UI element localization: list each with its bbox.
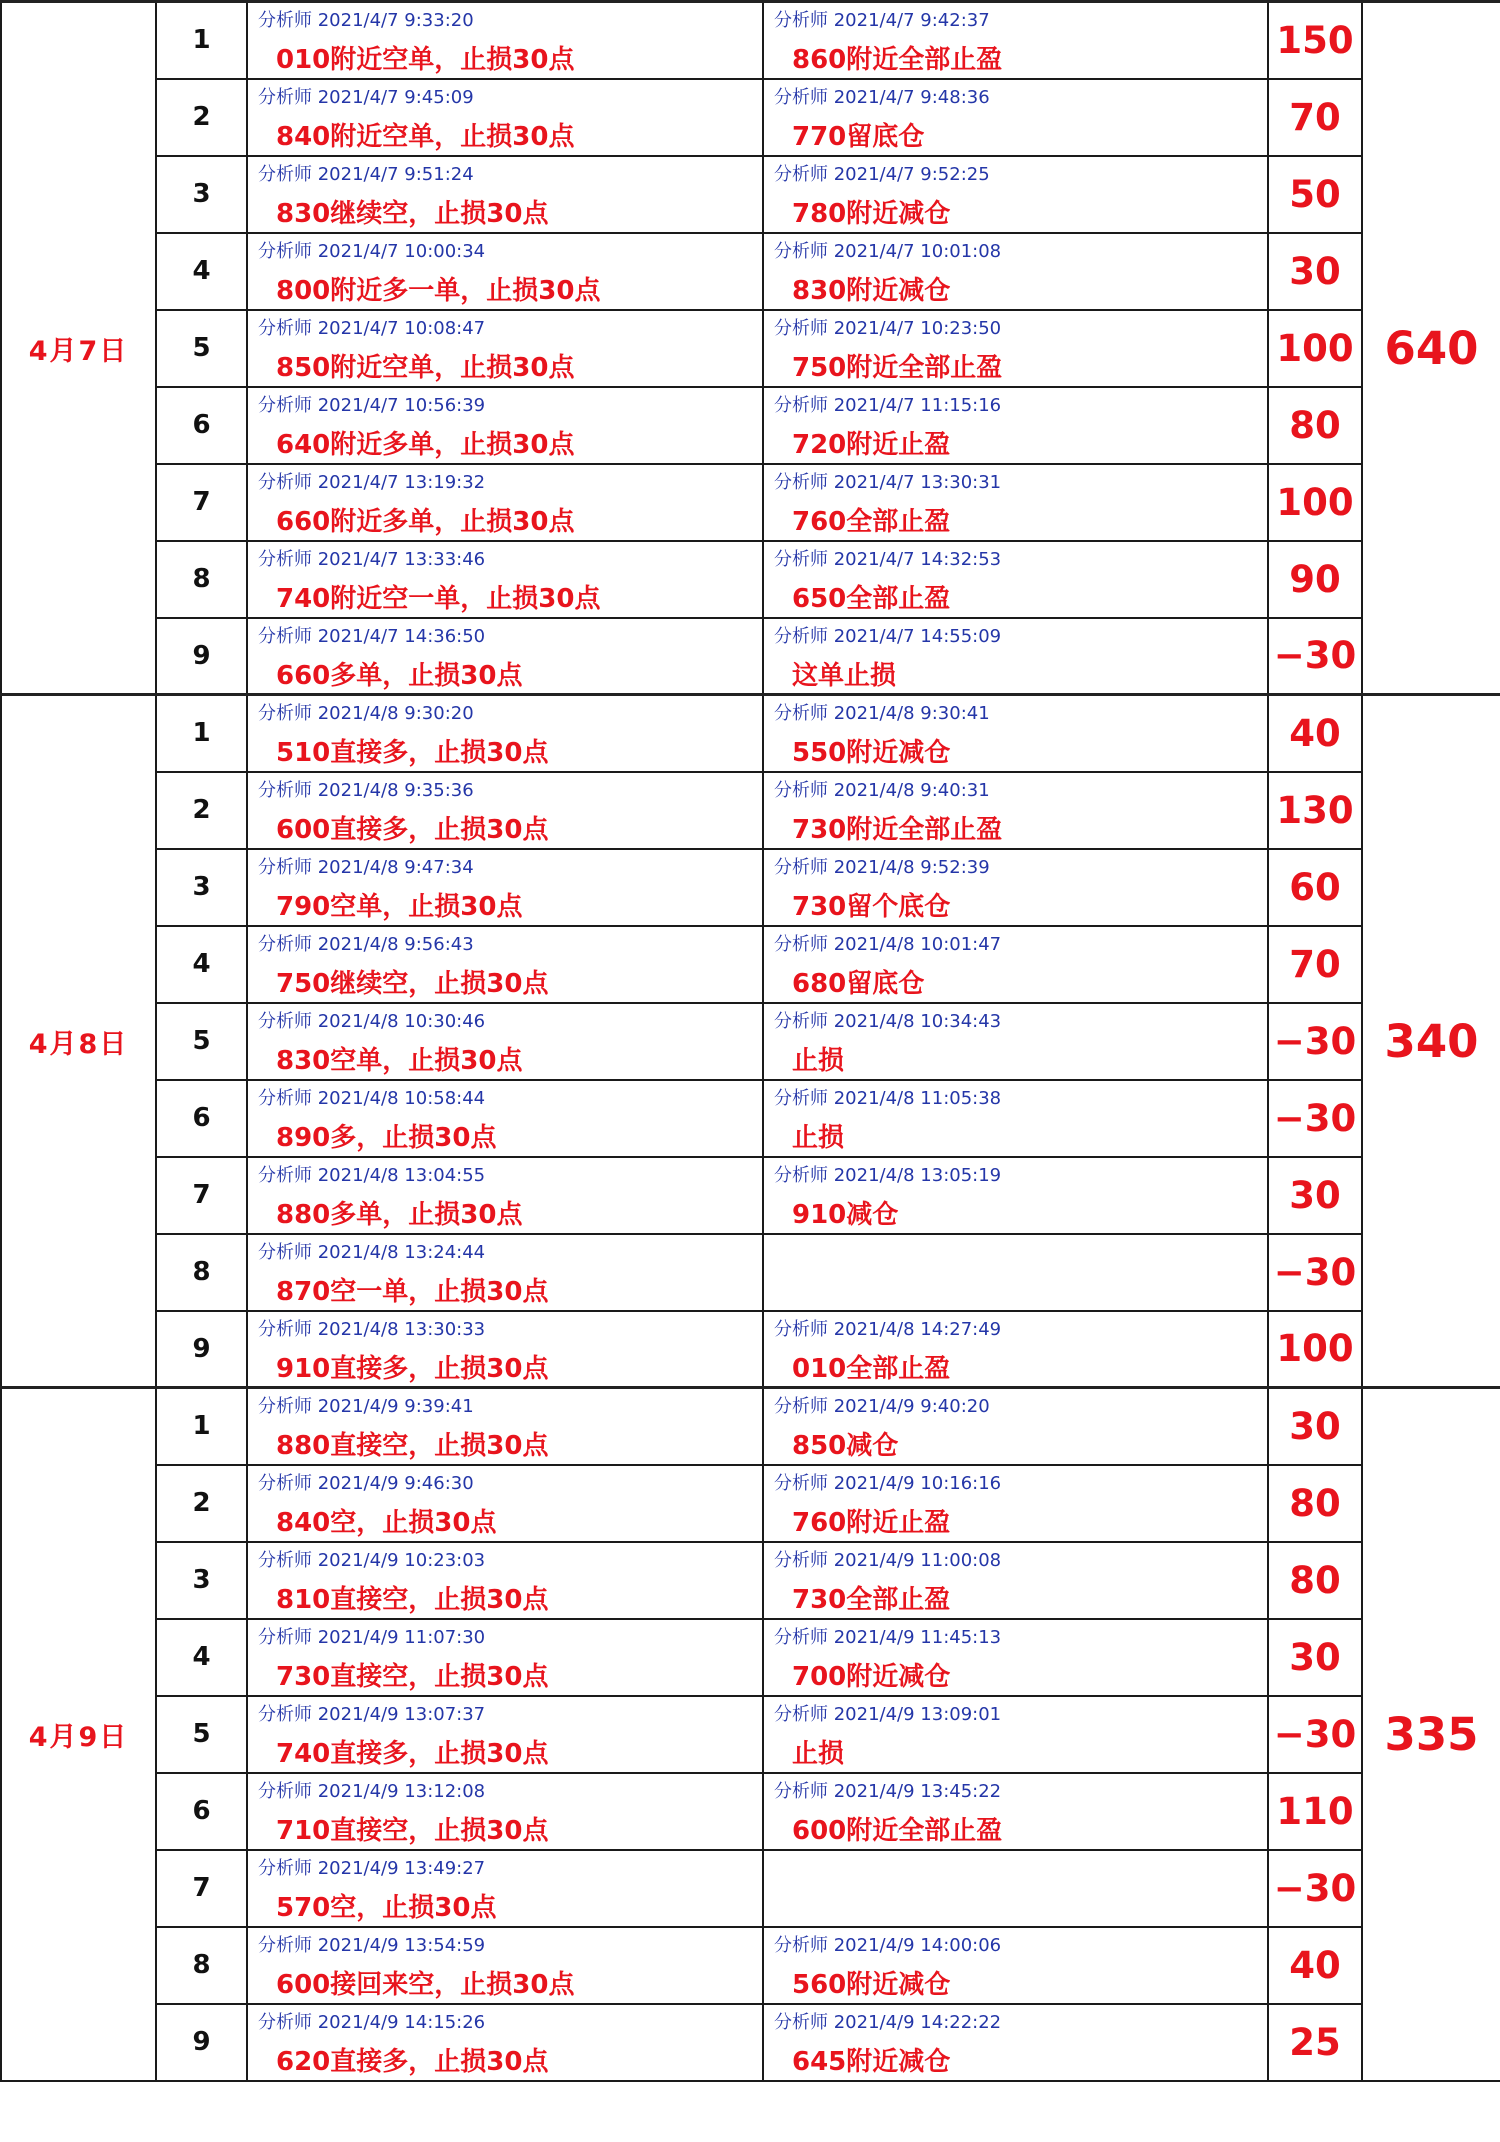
trade-points: 110 xyxy=(1268,1773,1362,1850)
trade-points: 80 xyxy=(1268,387,1362,464)
trade-number: 5 xyxy=(156,1696,247,1773)
open-call-header: 分析师 2021/4/8 10:58:44 xyxy=(258,1087,486,1109)
table-row xyxy=(1,464,1500,541)
open-call xyxy=(247,1003,763,1080)
open-call-text: 830空单，止损30点 xyxy=(276,1045,523,1076)
trade-number: 1 xyxy=(156,1388,247,1465)
close-call-header: 分析师 2021/4/7 10:01:08 xyxy=(774,240,1002,262)
close-call-header: 分析师 2021/4/8 14:27:49 xyxy=(774,1318,1002,1340)
open-call-text: 830继续空，止损30点 xyxy=(276,198,549,229)
trade-points: −30 xyxy=(1268,1003,1362,1080)
trade-number: 7 xyxy=(156,1157,247,1234)
open-call-text: 010附近空单，止损30点 xyxy=(276,45,575,75)
open-call-text: 660多单，止损30点 xyxy=(276,660,523,691)
close-call xyxy=(763,618,1268,695)
trade-number: 8 xyxy=(156,1927,247,2004)
close-call-header: 分析师 2021/4/9 9:40:20 xyxy=(774,1396,990,1417)
close-call xyxy=(763,387,1268,464)
trade-number: 6 xyxy=(156,1080,247,1157)
trade-points: 80 xyxy=(1268,1465,1362,1542)
close-call xyxy=(763,772,1268,849)
trade-number: 7 xyxy=(156,464,247,541)
table-row xyxy=(1,1696,1500,1773)
open-call xyxy=(247,1927,763,2004)
open-call-header: 分析师 2021/4/9 13:07:37 xyxy=(258,1703,486,1725)
close-call xyxy=(763,464,1268,541)
open-call-header: 分析师 2021/4/8 10:30:46 xyxy=(258,1010,486,1032)
trade-number: 9 xyxy=(156,2004,247,2081)
day-date: 4月9日 xyxy=(1,1388,156,2081)
close-call-text: 730附近全部止盈 xyxy=(792,814,1003,845)
open-call xyxy=(247,1465,763,1542)
open-call-text: 640附近多单，止损30点 xyxy=(276,429,575,460)
open-call-text: 660附近多单，止损30点 xyxy=(276,506,575,537)
open-call xyxy=(247,1311,763,1388)
close-call-text: 860附近全部止盈 xyxy=(792,45,1003,75)
open-call-header: 分析师 2021/4/9 11:07:30 xyxy=(258,1626,486,1648)
trade-points: 70 xyxy=(1268,926,1362,1003)
trade-number: 9 xyxy=(156,1311,247,1388)
trade-points: 30 xyxy=(1268,233,1362,310)
close-call-text: 止损 xyxy=(792,1045,845,1076)
trade-points: 40 xyxy=(1268,1927,1362,2004)
close-call-text: 720附近止盈 xyxy=(792,429,951,460)
table-row xyxy=(1,541,1500,618)
trade-number: 3 xyxy=(156,156,247,233)
table-row xyxy=(1,1234,1500,1311)
close-call xyxy=(763,1619,1268,1696)
close-call-header: 分析师 2021/4/7 10:23:50 xyxy=(774,317,1002,339)
open-call-header: 分析师 2021/4/8 13:24:44 xyxy=(258,1241,486,1263)
open-call xyxy=(247,772,763,849)
close-call-header: 分析师 2021/4/8 10:34:43 xyxy=(774,1010,1002,1032)
trade-number: 5 xyxy=(156,1003,247,1080)
open-call-header: 分析师 2021/4/7 13:33:46 xyxy=(258,548,486,570)
open-call-text: 840空，止损30点 xyxy=(276,1507,497,1538)
close-call xyxy=(763,2004,1268,2081)
trade-number: 7 xyxy=(156,1850,247,1927)
close-call-header: 分析师 2021/4/9 10:16:16 xyxy=(774,1472,1002,1494)
close-call xyxy=(763,233,1268,310)
trade-number: 1 xyxy=(156,695,247,772)
open-call-header: 分析师 2021/4/9 13:49:27 xyxy=(258,1857,486,1879)
close-call-text: 850减仓 xyxy=(792,1431,899,1461)
close-call-header: 分析师 2021/4/7 11:15:16 xyxy=(774,394,1002,416)
close-call xyxy=(763,695,1268,772)
close-call-text: 止损 xyxy=(792,1122,845,1153)
trade-points: 150 xyxy=(1268,2,1362,79)
open-call-text: 620直接多，止损30点 xyxy=(276,2046,549,2077)
trade-points: 30 xyxy=(1268,1388,1362,1465)
open-call-text: 600接回来空，止损30点 xyxy=(276,1969,575,2000)
trade-number: 4 xyxy=(156,926,247,1003)
close-call-text: 700附近减仓 xyxy=(792,1661,951,1692)
open-call xyxy=(247,2004,763,2081)
open-call xyxy=(247,233,763,310)
close-call-header: 分析师 2021/4/8 11:05:38 xyxy=(774,1087,1002,1109)
table-row xyxy=(1,310,1500,387)
table-row xyxy=(1,1773,1500,1850)
close-call xyxy=(763,1003,1268,1080)
trade-number: 5 xyxy=(156,310,247,387)
table-row xyxy=(1,1388,1500,1465)
close-call-text: 770留底仓 xyxy=(792,121,925,152)
day-group xyxy=(1,695,1500,1388)
open-call-text: 740附近空一单，止损30点 xyxy=(276,583,601,614)
close-call-header: 分析师 2021/4/9 14:22:22 xyxy=(774,2011,1002,2033)
open-call-header: 分析师 2021/4/7 13:19:32 xyxy=(258,471,486,493)
trade-points: 60 xyxy=(1268,849,1362,926)
open-call-header: 分析师 2021/4/8 13:30:33 xyxy=(258,1318,486,1340)
close-call-text: 560附近减仓 xyxy=(792,1969,951,2000)
close-call-text: 750附近全部止盈 xyxy=(792,352,1003,383)
open-call xyxy=(247,926,763,1003)
close-call-text: 645附近减仓 xyxy=(792,2046,951,2077)
day-date: 4月8日 xyxy=(1,695,156,1388)
close-call-header: 分析师 2021/4/7 13:30:31 xyxy=(774,471,1002,493)
close-call-text: 止损 xyxy=(792,1738,845,1769)
open-call-header: 分析师 2021/4/8 9:35:36 xyxy=(258,779,474,801)
close-call-header: 分析师 2021/4/7 9:48:36 xyxy=(774,86,990,108)
open-call-text: 850附近空单，止损30点 xyxy=(276,352,575,383)
close-call-header: 分析师 2021/4/7 9:42:37 xyxy=(774,10,990,31)
trade-points: −30 xyxy=(1268,1234,1362,1311)
trade-number: 6 xyxy=(156,1773,247,1850)
day-total: 340 xyxy=(1362,695,1500,1388)
close-call xyxy=(763,1773,1268,1850)
open-call-header: 分析师 2021/4/9 9:46:30 xyxy=(258,1472,474,1494)
trade-number: 3 xyxy=(156,849,247,926)
close-call-header: 分析师 2021/4/8 9:52:39 xyxy=(774,856,990,878)
open-call-header: 分析师 2021/4/7 9:45:09 xyxy=(258,86,474,108)
close-call-text: 这单止损 xyxy=(792,660,897,691)
open-call xyxy=(247,79,763,156)
open-call-header: 分析师 2021/4/8 13:04:55 xyxy=(258,1164,486,1186)
open-call-text: 880直接空，止损30点 xyxy=(276,1431,549,1461)
trade-points: 25 xyxy=(1268,2004,1362,2081)
open-call-header: 分析师 2021/4/9 13:54:59 xyxy=(258,1934,486,1956)
open-call-header: 分析师 2021/4/7 14:36:50 xyxy=(258,625,486,647)
open-call-text: 880多单，止损30点 xyxy=(276,1199,523,1230)
open-call xyxy=(247,2,763,79)
close-call-text: 550附近减仓 xyxy=(792,738,951,768)
close-call-header: 分析师 2021/4/9 14:00:06 xyxy=(774,1934,1002,1956)
open-call xyxy=(247,1696,763,1773)
open-call-text: 750继续空，止损30点 xyxy=(276,968,549,999)
trade-points: 130 xyxy=(1268,772,1362,849)
open-call xyxy=(247,541,763,618)
table-row xyxy=(1,79,1500,156)
close-call-header: 分析师 2021/4/8 9:30:41 xyxy=(774,703,990,724)
close-call xyxy=(763,1311,1268,1388)
trade-points: 80 xyxy=(1268,1542,1362,1619)
close-call xyxy=(763,2,1268,79)
table-row xyxy=(1,233,1500,310)
trade-points: −30 xyxy=(1268,1080,1362,1157)
trade-number: 2 xyxy=(156,79,247,156)
trade-points: 30 xyxy=(1268,1157,1362,1234)
table-row xyxy=(1,695,1500,772)
trade-number: 4 xyxy=(156,1619,247,1696)
open-call-text: 910直接多，止损30点 xyxy=(276,1353,549,1384)
open-call xyxy=(247,464,763,541)
close-call xyxy=(763,926,1268,1003)
close-call xyxy=(763,541,1268,618)
open-call-text: 870空一单，止损30点 xyxy=(276,1276,549,1307)
close-call-header: 分析师 2021/4/9 11:00:08 xyxy=(774,1549,1002,1571)
trade-number: 2 xyxy=(156,1465,247,1542)
open-call-text: 790空单，止损30点 xyxy=(276,891,523,922)
trade-number: 1 xyxy=(156,2,247,79)
close-call xyxy=(763,1927,1268,2004)
open-call-text: 600直接多，止损30点 xyxy=(276,814,549,845)
open-call-text: 510直接多，止损30点 xyxy=(276,738,549,768)
close-call-text: 650全部止盈 xyxy=(792,583,951,614)
close-call-header: 分析师 2021/4/9 11:45:13 xyxy=(774,1626,1002,1648)
close-call xyxy=(763,1080,1268,1157)
table-row xyxy=(1,1157,1500,1234)
close-call-text: 830附近减仓 xyxy=(792,275,951,306)
close-call xyxy=(763,1542,1268,1619)
trade-number: 8 xyxy=(156,541,247,618)
open-call xyxy=(247,1850,763,1927)
open-call-header: 分析师 2021/4/9 10:23:03 xyxy=(258,1549,486,1571)
trade-number: 9 xyxy=(156,618,247,695)
table-row xyxy=(1,926,1500,1003)
open-call-header: 分析师 2021/4/9 14:15:26 xyxy=(258,2011,486,2033)
close-call-text: 730全部止盈 xyxy=(792,1584,951,1615)
open-call xyxy=(247,387,763,464)
open-call-text: 740直接多，止损30点 xyxy=(276,1738,549,1769)
open-call-header: 分析师 2021/4/7 10:56:39 xyxy=(258,394,486,416)
close-call-text: 600附近全部止盈 xyxy=(792,1815,1003,1846)
open-call-header: 分析师 2021/4/8 9:47:34 xyxy=(258,856,474,878)
table-row xyxy=(1,2,1500,79)
open-call xyxy=(247,1619,763,1696)
trade-number: 2 xyxy=(156,772,247,849)
trade-points: 70 xyxy=(1268,79,1362,156)
close-call-text: 010全部止盈 xyxy=(792,1353,951,1384)
trade-points: −30 xyxy=(1268,618,1362,695)
table-row xyxy=(1,2004,1500,2081)
day-total: 640 xyxy=(1362,2,1500,695)
table-row xyxy=(1,1311,1500,1388)
close-call xyxy=(763,79,1268,156)
table-row xyxy=(1,772,1500,849)
close-call-text: 680留底仓 xyxy=(792,968,925,999)
open-call-header: 分析师 2021/4/9 9:39:41 xyxy=(258,1396,474,1417)
trade-points: 100 xyxy=(1268,310,1362,387)
trade-number: 3 xyxy=(156,1542,247,1619)
open-call-text: 730直接空，止损30点 xyxy=(276,1661,549,1692)
close-call-header: 分析师 2021/4/7 14:55:09 xyxy=(774,625,1002,647)
table-row xyxy=(1,387,1500,464)
trade-points: 50 xyxy=(1268,156,1362,233)
open-call-header: 分析师 2021/4/8 9:56:43 xyxy=(258,933,474,955)
open-call-header: 分析师 2021/4/9 13:12:08 xyxy=(258,1780,486,1802)
open-call xyxy=(247,1388,763,1465)
table-row xyxy=(1,1003,1500,1080)
table-row xyxy=(1,156,1500,233)
trade-points: 100 xyxy=(1268,1311,1362,1388)
open-call-header: 分析师 2021/4/7 10:08:47 xyxy=(258,317,486,339)
close-call-header: 分析师 2021/4/8 9:40:31 xyxy=(774,779,990,801)
open-call-text: 710直接空，止损30点 xyxy=(276,1815,549,1846)
open-call xyxy=(247,849,763,926)
close-call xyxy=(763,1465,1268,1542)
close-call-header: 分析师 2021/4/8 10:01:47 xyxy=(774,933,1002,955)
trade-points: 40 xyxy=(1268,695,1362,772)
table-row xyxy=(1,1927,1500,2004)
open-call-text: 800附近多一单，止损30点 xyxy=(276,275,601,306)
close-call xyxy=(763,1234,1268,1311)
close-call-header: 分析师 2021/4/7 14:32:53 xyxy=(774,548,1002,570)
open-call xyxy=(247,618,763,695)
open-call xyxy=(247,695,763,772)
close-call xyxy=(763,1696,1268,1773)
day-total: 335 xyxy=(1362,1388,1500,2081)
open-call-header: 分析师 2021/4/7 10:00:34 xyxy=(258,240,486,262)
open-call xyxy=(247,1157,763,1234)
open-call xyxy=(247,1080,763,1157)
table-row xyxy=(1,1542,1500,1619)
table-row xyxy=(1,1619,1500,1696)
trade-number: 6 xyxy=(156,387,247,464)
close-call-text: 780附近减仓 xyxy=(792,198,951,229)
day-date: 4月7日 xyxy=(1,2,156,695)
open-call-text: 810直接空，止损30点 xyxy=(276,1584,549,1615)
trade-points: 100 xyxy=(1268,464,1362,541)
close-call xyxy=(763,310,1268,387)
day-group xyxy=(1,1388,1500,2081)
close-call-header: 分析师 2021/4/8 13:05:19 xyxy=(774,1164,1002,1186)
close-call-header: 分析师 2021/4/9 13:09:01 xyxy=(774,1703,1002,1725)
open-call xyxy=(247,1542,763,1619)
open-call-text: 890多，止损30点 xyxy=(276,1122,497,1153)
open-call xyxy=(247,1773,763,1850)
table-row xyxy=(1,618,1500,695)
open-call-header: 分析师 2021/4/7 9:33:20 xyxy=(258,10,474,31)
close-call-header: 分析师 2021/4/7 9:52:25 xyxy=(774,163,990,185)
close-call-text: 910减仓 xyxy=(792,1199,899,1230)
close-call xyxy=(763,1850,1268,1927)
close-call xyxy=(763,849,1268,926)
table-row xyxy=(1,1850,1500,1927)
open-call-header: 分析师 2021/4/8 9:30:20 xyxy=(258,703,474,724)
table-row xyxy=(1,849,1500,926)
trade-number: 8 xyxy=(156,1234,247,1311)
close-call-header: 分析师 2021/4/9 13:45:22 xyxy=(774,1780,1002,1802)
trade-points: −30 xyxy=(1268,1850,1362,1927)
open-call-header: 分析师 2021/4/7 9:51:24 xyxy=(258,163,474,185)
trade-points: 30 xyxy=(1268,1619,1362,1696)
table-row xyxy=(1,1465,1500,1542)
trade-number: 4 xyxy=(156,233,247,310)
close-call-text: 730留个底仓 xyxy=(792,891,951,922)
close-call xyxy=(763,156,1268,233)
open-call-text: 840附近空单，止损30点 xyxy=(276,121,575,152)
table-row xyxy=(1,1080,1500,1157)
open-call-text: 570空，止损30点 xyxy=(276,1892,497,1923)
close-call-text: 760全部止盈 xyxy=(792,506,951,537)
close-call-text: 760附近止盈 xyxy=(792,1507,951,1538)
close-call xyxy=(763,1388,1268,1465)
close-call xyxy=(763,1157,1268,1234)
open-call xyxy=(247,310,763,387)
day-group xyxy=(1,2,1500,695)
trade-points: −30 xyxy=(1268,1696,1362,1773)
open-call xyxy=(247,1234,763,1311)
trade-points: 90 xyxy=(1268,541,1362,618)
open-call xyxy=(247,156,763,233)
